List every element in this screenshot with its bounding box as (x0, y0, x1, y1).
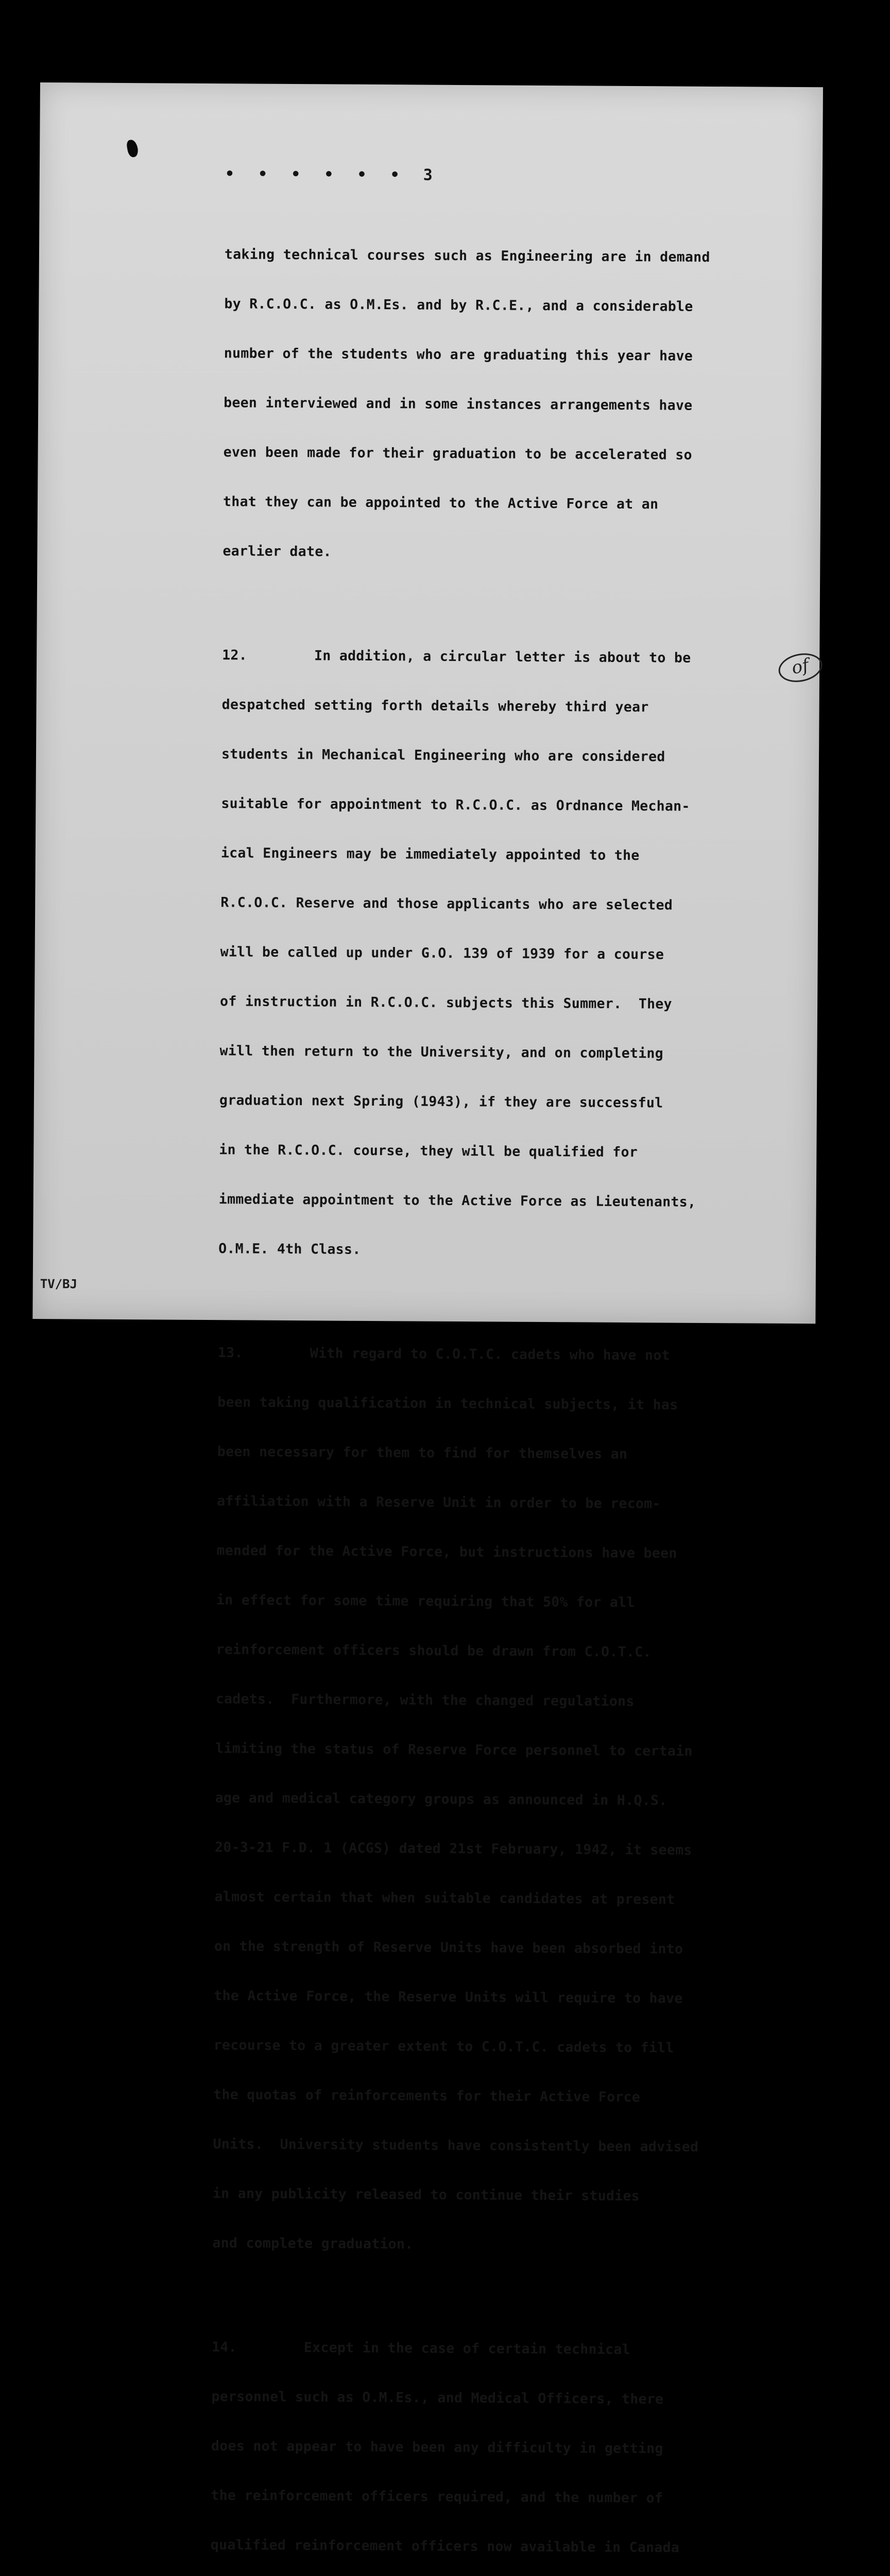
text-line: in any publicity released to continue their studies (212, 2185, 640, 2205)
text-line: limiting the status of Reserve Force personnel to certain (215, 1740, 693, 1759)
text-line: recourse to a greater extent to C.O.T.C. cadets to fill (213, 2037, 674, 2056)
text-line: R.C.O.C. Reserve and those applicants who are selected (220, 894, 673, 913)
text-line: the reinforcement officers required, and the number of (211, 2487, 663, 2506)
text-line: will then return to the University, and on completing (219, 1043, 664, 1062)
text-line: even been made for their graduation to be accelerated so (223, 444, 692, 463)
page-number-marker: • • • • • • 3 (225, 165, 440, 184)
text-line: 13. With regard to C.O.T.C. cadets who have not (217, 1345, 670, 1364)
text-line: of instruction in R.C.O.C. subjects this Summer. They (220, 993, 672, 1012)
text-line: despatched setting forth details whereby third year (221, 697, 649, 716)
text-line: graduation next Spring (1943), if they are successful (219, 1092, 663, 1111)
text-line: personnel such as O.M.Es., and Medical Officers, there (211, 2388, 664, 2408)
text-line: in the R.C.O.C. course, they will be qualified for (219, 1142, 638, 1161)
text-line: suitable for appointment to R.C.O.C. as Ordnance Mechan- (221, 795, 690, 815)
text-line: been interviewed and in some instances arrangements have (224, 395, 693, 414)
text-line: almost certain that when suitable candidates at present (214, 1889, 675, 1908)
handwritten-correction: of (776, 650, 825, 686)
paragraph-13 (212, 1312, 795, 2288)
text-line: age and medical category groups as announced in H.Q.S. (215, 1790, 668, 1809)
text-line: the Active Force, the Reserve Units will require to have (214, 1988, 683, 2007)
typist-initials: TV/BJ (40, 1277, 78, 1292)
paragraph-12 (218, 614, 799, 1294)
text-line: by R.C.O.C. as O.M.Es. and by R.C.E., and a considerable (224, 296, 693, 315)
text-line: mended for the Active Force, but instructions have been (216, 1543, 677, 1562)
text-line: and complete graduation. (212, 2235, 414, 2252)
text-line: on the strength of Reserve Units have been absorbed into (214, 1938, 683, 1957)
text-line: cadets. Furthermore, with the changed regulations (215, 1691, 635, 1710)
text-line: O.M.E. 4th Class. (218, 1241, 361, 1258)
text-line: number of the students who are graduating this year have (224, 345, 693, 364)
text-line: 14. Except in the case of certain technical (212, 2339, 630, 2358)
text-line: taking technical courses such as Engineering are in demand (224, 246, 710, 265)
text-line: Units. University students have consistently been advised (213, 2136, 699, 2155)
typed-text-body (209, 166, 802, 2576)
text-line: immediate appointment to the Active Force as Lieutenants, (218, 1191, 696, 1210)
text-line: will be called up under G.O. 139 of 1939 for a course (220, 944, 664, 963)
text-line: in effect for some time requiring that 50% for all (216, 1592, 635, 1611)
text-line: been necessary for them to find for themselves an (217, 1444, 628, 1463)
text-line: 12. In addition, a circular letter is about to be (222, 647, 691, 666)
paragraph-14 (209, 2306, 789, 2576)
text-line: affiliation with a Reserve Unit in order to be recom- (217, 1493, 661, 1512)
text-line: the quotas of reinforcements for their Active Force (213, 2087, 641, 2106)
paragraph-continuation (222, 213, 801, 596)
text-line: earlier date. (222, 543, 332, 560)
punch-hole-mark (126, 139, 139, 158)
text-line: 20-3-21 F.D. 1 (ACGS) dated 21st February, 1942, it seems (214, 1839, 692, 1858)
text-line: students in Mechanical Engineering who are considered (221, 746, 665, 765)
text-line: qualified reinforcement officers now available in Canada (210, 2537, 680, 2556)
text-line: reinforcement officers should be drawn from C.O.T.C. (216, 1641, 652, 1660)
text-line: does not appear to have been any difficulty in getting (211, 2438, 663, 2457)
document-page (32, 82, 823, 2556)
text-line: ical Engineers may be immediately appointed to the (220, 845, 640, 864)
text-line: been taking qualification in technical subjects, it has (217, 1394, 678, 1413)
text-line: that they can be appointed to the Active Force at an (222, 494, 659, 513)
